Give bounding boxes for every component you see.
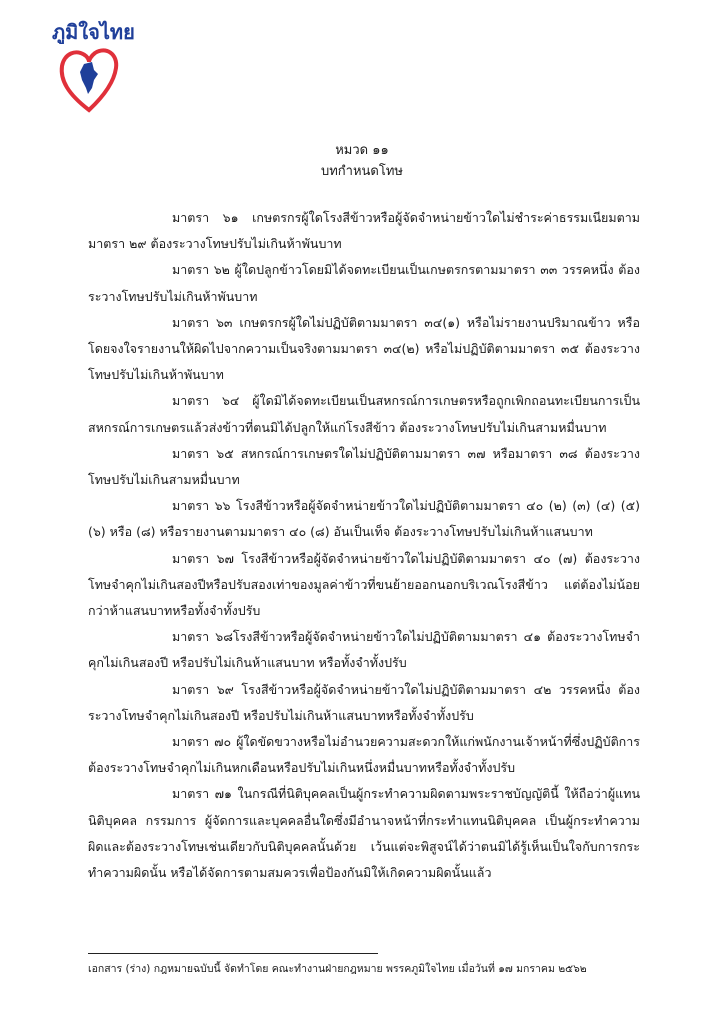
section-69: มาตรา ๖๙ โรงสีข้าวหรือผู้จัดจำหน่ายข้าวใดไม่ปฏิบัติตามมาตรา ๔๒ วรรคหนึ่ง ต้องระวางโทษจำคุกไม่เกินสองปี หรือปรับไม่เกินห้าแสนบาทหรือทั้งจำทั้งปรับ: [88, 681, 640, 723]
chapter-title: บทกำหนดโทษ: [320, 164, 403, 179]
section-62: มาตรา ๖๒ ผู้ใดปลูกข้าวโดยมิได้จดทะเบียนเป็นเกษตรกรตามมาตรา ๓๓ วรรคหนึ่ง ต้องระวางโทษปรับไม่เกินห้าพันบาท: [88, 262, 640, 304]
chapter-heading: หมวด ๑๑: [335, 143, 389, 158]
section-63: มาตรา ๖๓ เกษตรกรผู้ใดไม่ปฏิบัติตามมาตรา ๓๔(๑) หรือไม่รายงานปริมาณข้าว หรือโดยจงใจรายงานให้ผิดไปจากความเป็นจริงตามมาตรา ๓๔(๒) หรือไม่ปฏิบัติตามมาตรา ๓๕ ต้องระวางโทษปรับไม่เกินห้าพันบาท: [88, 314, 640, 383]
logo-wordmark-graphic: [52, 20, 136, 44]
section-64: มาตรา ๖๔ ผู้ใดมิได้จดทะเบียนเป็นสหกรณ์การเกษตรหรือถูกเพิกถอนทะเบียนการเป็นสหกรณ์การเกษตรแล้วส่งข้าวที่ตนมิได้ปลูกให้แก่โรงสีข้าว ต้องระวางโทษปรับไม่เกินสามหมื่นบาท: [88, 393, 640, 435]
svg-text:ภูมิใจไทย: ภูมิใจไทย: [52, 20, 135, 44]
section-71: มาตรา ๗๑ ในกรณีที่นิติบุคคลเป็นผู้กระทำความผิดตามพระราชบัญญัตินี้ ให้ถือว่าผู้แทนนิติบุคคล กรรมการ ผู้จัดการและบุคคลอื่นใดซึ่งมีอำนาจหน้าที่กระทำแทนนิติบุคคล เป็นผู้กระทำความผิดและต้องระวางโทษเช่นเดียวกับนิติบุคคลนั้นด้วย เว้นแต่จะพิสูจน์ได้ว่าตนมิได้รู้เห็นเป็นใจกับการกระทำความผิดนั้น หรือได้จัดการตามสมควรเพื่อป้องกันมิให้เกิดความผิดนั้นแล้ว: [88, 786, 640, 881]
section-61: มาตรา ๖๑ เกษตรกรผู้ใดโรงสีข้าวหรือผู้จัดจำหน่ายข้าวใดไม่ชำระค่าธรรมเนียมตามมาตรา ๒๙ ต้องระวางโทษปรับไม่เกินห้าพันบาท: [88, 210, 640, 252]
section-70: มาตรา ๗๐ ผู้ใดขัดขวางหรือไม่อำนวยความสะดวกให้แก่พนักงานเจ้าหน้าที่ซึ่งปฏิบัติการต้องระวางโทษจำคุกไม่เกินหกเดือนหรือปรับไม่เกินหนึ่งหมื่นบาทหรือทั้งจำทั้งปรับ: [88, 734, 640, 776]
section-67: มาตรา ๖๗ โรงสีข้าวหรือผู้จัดจำหน่ายข้าวใดไม่ปฏิบัติตามมาตรา ๔๐ (๗) ต้องระวางโทษจำคุกไม่เกินสองปีหรือปรับสองเท่าของมูลค่าข้าวที่ขนย้ายออกนอกบริเวณโรงสีข้าว แต่ต้องไม่น้อยกว่าห้าแสนบาทหรือทั้งจำทั้งปรับ: [88, 550, 640, 619]
footnote-divider: [88, 953, 378, 954]
section-68: มาตรา ๖๘โรงสีข้าวหรือผู้จัดจำหน่ายข้าวใดไม่ปฏิบัติตามมาตรา ๔๑ ต้องระวางโทษจำคุกไม่เกินสองปี หรือปรับไม่เกินห้าแสนบาท หรือทั้งจำทั้งปรับ: [88, 629, 640, 671]
footnote: เอกสาร (ร่าง) กฎหมายฉบับนี้ จัดทำโดย คณะทำงานฝ่ายกฎหมาย พรรคภูมิใจไทย เมื่อวันที่ ๑๗ มกราคม ๒๕๖๒: [88, 963, 587, 975]
section-65: มาตรา ๖๕ สหกรณ์การเกษตรใดไม่ปฏิบัติตามมาตรา ๓๗ หรือมาตรา ๓๘ ต้องระวางโทษปรับไม่เกินสามหมื่นบาท: [88, 445, 640, 488]
document-body: [88, 205, 640, 886]
section-66: มาตรา ๖๖ โรงสีข้าวหรือผู้จัดจำหน่ายข้าวใดไม่ปฏิบัติตามมาตรา ๔๐ (๒) (๓) (๔) (๕) (๖) หรือ (๘) หรือรายงานตามมาตรา ๔๐ (๘) อันเป็นเท็จ ต้องระวางโทษปรับไม่เกินห้าแสนบาท: [88, 498, 640, 540]
heart-map-icon: [58, 44, 120, 114]
party-logo: [48, 18, 135, 118]
